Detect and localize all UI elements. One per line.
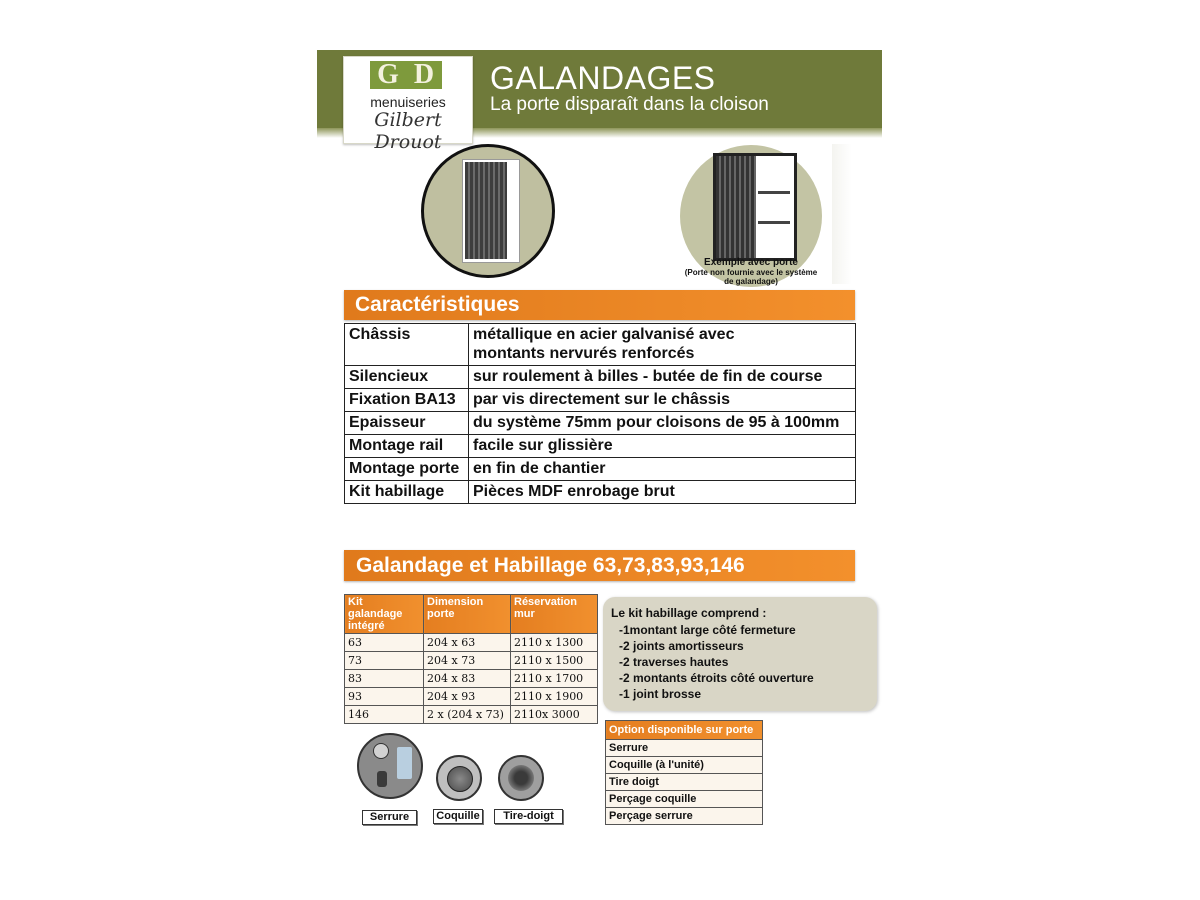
table-row — [345, 652, 598, 670]
column-header-dimension: Dimension porte — [424, 595, 511, 634]
list-item: -2 montants étroits côté ouverture — [619, 671, 814, 685]
finger-pull-icon — [498, 755, 544, 801]
characteristics-header: Caractéristiques — [344, 290, 855, 320]
table-cell: 93 — [345, 688, 424, 706]
column-header-kit: Kit galandage intégré — [345, 595, 424, 634]
door-panel — [716, 156, 756, 258]
page-subtitle: La porte disparaît dans la cloison — [490, 94, 769, 115]
table-row — [606, 808, 763, 825]
galandage-header: Galandage et Habillage 63,73,83,93,146 — [344, 550, 855, 581]
table-cell: 204 x 63 — [424, 634, 511, 652]
hardware-label-tire-doigt: Tire-doigt — [494, 809, 563, 824]
table-row — [345, 688, 598, 706]
flush-pull-icon — [436, 755, 482, 801]
flush-pull-cup — [447, 766, 473, 792]
row-label: Montage rail — [345, 435, 469, 458]
row-label: Silencieux — [345, 366, 469, 389]
table-row — [345, 634, 598, 652]
row-label: Epaisseur — [345, 412, 469, 435]
list-item: -2 joints amortisseurs — [619, 639, 744, 653]
table-row — [345, 389, 856, 412]
logo-signature: Gilbert Drouot — [374, 109, 442, 153]
row-label: Fixation BA13 — [345, 389, 469, 412]
table-cell: 83 — [345, 670, 424, 688]
logo-letter-d: D — [413, 59, 435, 90]
row-label: Montage porte — [345, 458, 469, 481]
table-cell: 204 x 83 — [424, 670, 511, 688]
page-title: GALANDAGES — [490, 60, 716, 96]
row-label: Kit habillage — [345, 481, 469, 504]
hardware-label-serrure: Serrure — [362, 810, 417, 825]
option-item: Perçage serrure — [606, 808, 763, 825]
frame-rail — [758, 191, 790, 194]
table-cell: 63 — [345, 634, 424, 652]
logo-monogram — [370, 61, 442, 89]
table-cell: 146 — [345, 706, 424, 724]
kit-contents-title: Le kit habillage comprend : — [611, 606, 767, 620]
lock-plate — [397, 747, 412, 779]
row-value: facile sur glissière — [469, 435, 856, 458]
table-row — [606, 774, 763, 791]
lock-icon — [357, 733, 423, 799]
logo-tagline: menuiseries — [370, 94, 446, 110]
table-row — [345, 481, 856, 504]
finger-pull-cup — [508, 765, 534, 791]
table-cell: 73 — [345, 652, 424, 670]
options-header: Option disponible sur porte — [606, 721, 763, 740]
list-item: -1montant large côté fermeture — [619, 623, 796, 637]
table-row — [606, 757, 763, 774]
door-frame — [462, 159, 520, 263]
table-row — [606, 740, 763, 757]
frame-rail — [758, 221, 790, 224]
table-cell: 2110 x 1300 — [511, 634, 598, 652]
table-row — [345, 324, 856, 366]
table-row — [345, 435, 856, 458]
example-caption: Exemple avec porte — [704, 257, 798, 268]
table-row — [345, 670, 598, 688]
row-value: du système 75mm pour cloisons de 95 à 100mm — [469, 412, 856, 435]
list-item: -2 traverses hautes — [619, 655, 729, 669]
image-edge — [832, 144, 852, 284]
list-item: -1 joint brosse — [619, 687, 702, 701]
hardware-label-coquille: Coquille — [433, 809, 483, 824]
row-value: métallique en acier galvanisé avec montants nervurés renforcés — [469, 324, 856, 366]
key-icon — [377, 771, 387, 787]
table-row — [345, 412, 856, 435]
galandage-frame-image — [421, 144, 555, 278]
table-cell: 204 x 93 — [424, 688, 511, 706]
lock-knob — [373, 743, 389, 759]
table-cell: 2 x (204 x 73) — [424, 706, 511, 724]
logo-letter-g: G — [377, 59, 399, 90]
table-row — [606, 791, 763, 808]
row-value: par vis directement sur le châssis — [469, 389, 856, 412]
kit-contents-box — [603, 597, 877, 711]
option-item: Perçage coquille — [606, 791, 763, 808]
table-cell: 204 x 73 — [424, 652, 511, 670]
company-logo — [343, 56, 473, 153]
kit-contents-list — [611, 622, 814, 702]
example-note: (Porte non fournie avec le système de galandage) — [684, 268, 818, 286]
option-item: Coquille (à l'unité) — [606, 757, 763, 774]
row-value: sur roulement à billes - butée de fin de course — [469, 366, 856, 389]
table-cell: 2110 x 1900 — [511, 688, 598, 706]
table-header-row — [345, 595, 598, 634]
table-cell: 2110 x 1700 — [511, 670, 598, 688]
kit-dimensions-table — [344, 594, 598, 724]
door-frame — [713, 153, 797, 261]
table-header-row — [606, 721, 763, 740]
table-row — [345, 706, 598, 724]
characteristics-table — [344, 323, 856, 504]
option-item: Tire doigt — [606, 774, 763, 791]
row-value: Pièces MDF enrobage brut — [469, 481, 856, 504]
column-header-reservation: Réservation mur — [511, 595, 598, 634]
option-item: Serrure — [606, 740, 763, 757]
row-value: en fin de chantier — [469, 458, 856, 481]
table-cell: 2110x 3000 — [511, 706, 598, 724]
options-table — [605, 720, 763, 825]
door-panel — [465, 162, 507, 259]
table-row — [345, 458, 856, 481]
table-row — [345, 366, 856, 389]
row-label: Châssis — [345, 324, 469, 366]
table-cell: 2110 x 1500 — [511, 652, 598, 670]
